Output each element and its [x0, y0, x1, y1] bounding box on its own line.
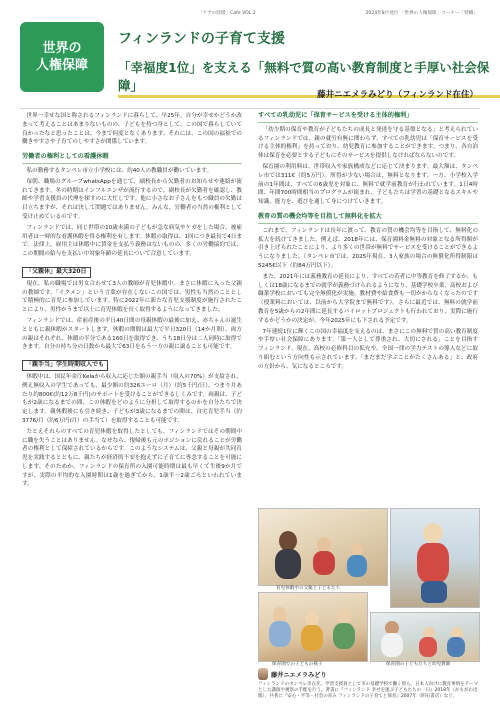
photo-caption: 保育園の子どもたちと幼児教師 — [386, 662, 451, 667]
byline: 藤井ニエメラみどり（フィンランド在住） — [317, 90, 478, 100]
paragraph: 現在、私の職場では男女合わせて3人の教師が育児休暇中。まさに休暇に入った父親の教師です。「イクメン」という言葉が存在しないこの国では、男性も当然のこととして積極的に育児に参加しています。特に2022年に新たな育児支援制度が施行されたことにより、男性がうまで以上に育児休暇を長く取得するようになってきました。 — [22, 280, 242, 314]
paragraph: たとえそれらのすべての育児休暇を取得したとしても、フィンランドではその期間中に職を失うことはありません。なぜなら、復帰後も元のポジションに戻れることが労働者の権利として保障されているからです。このようなシステムは、父親と母親が共同育児を実践するとともに、親たちが経済的不安を抱えずに子育てに専念することを可能にします。そのためか、フィンランドの保育所の入園可能時期は最も早くて生後9か月ですが、実際の平均的な入園時期は1歳を過ぎてから、1歳半〜2歳ごろといわれています。 — [22, 428, 242, 488]
boxed-heading: 「父親休」最大320日 — [22, 267, 91, 278]
photo-daycare-children — [258, 592, 368, 662]
left-column — [22, 112, 242, 491]
paragraph: 私の勤務するタンペレ市立小学校には、約40人の教職員が働いています。 — [26, 167, 213, 174]
author-bio: フィンランドのタンペレ市在住。学習支援員として市の基礎学校で働く傍ら、日本人向けに教育事情をテーマとした講演や視察の手配を行う。著書に『フィンランド 幸せを運ぶ子どもたちの一日』2018年（かもがわ出版）、共著に『安心・平等・社会の育み フィンランドの子育てと保育』2007年（明石書店）など。 — [258, 682, 479, 700]
paragraph: また、2021年には義務教育の延長により、すべての若者に中等教育を修了するか、もしくは18歳になるまでの就学が義務づけられるようになり、基礎学校卒業、高校および職業学校においても完全無償化が実施。教材費や給食費も一切かからなくなったのです（授業料においては、以前から大学院まで無料です）。さらに最近では、無料の就学前教育を5歳からの2年間に延長するパイロットプロジェクトも行われており、実際に施行するかどうかの決定が、今年2025年にも下される予定です。 — [258, 273, 478, 324]
paragraph: これまで、フィンランドは長年に渡って、教育の質の機会均等を目指して、無料化の拡大を続けてきました。例えば、2018年には、保育園料金無料の対象となる所得額が引き上げられたことにより、より多くの世帯が無料でサービスを受けることができるようになりました。（タンペレ市では、2025年現在、3人家族の場合の無償化所得制限は5245€以下（約84万円以下）。 — [258, 227, 478, 269]
photo-caption: 育児休暇中の父親と子どもたち — [276, 586, 341, 591]
intro-paragraph: 世界一幸せな国と称されるフィンランドに暮らして、早25年。自分が幸せかどうか改まって考えることはあまりないものの、子どもを持つ身として、この国で暮らしていて良かったなと思ったことは、今まで何度となくあります。それには、この国の福祉での働きやすさや子育てのしやすさが関係しています。 — [22, 113, 242, 146]
issue-line: 2024年8月発行 「世界の人権保障」コーナー「特輯」 — [365, 11, 478, 16]
magazine-line: 「ケアの陸燈」Cafe VOL.2 — [198, 11, 256, 16]
paragraph: フィンランドでは、産前産後の平日40日間の母親休暇の最後に加え、赤ちゃんの誕生とともに親休暇がスタートします。休暇の期間は最大で平日320日（14か月間）。両方の親はそれぞれ、休暇の半分である160日を取得でき、うち18日分は二人同時に取得できます。自分の持ち分の日数から最大で63日をもう一方の親に譲ることも可能です。 — [22, 317, 242, 351]
paragraph: 7年連続1位に輝くこの国の幸福度を支えるのは、まさにこの無料で質の高い教育制度や手厚い社会保障にあります。「第一人として尊重され、大切にされる」ことを目指すフィンランド。現在、高校の必修科目の拡充や、全国一律の学力テストの導入などに取り組むという方向性も示されています。「まだまだ学ぶことがたくさんある」と、政府の方針から、気になるところです。 — [258, 328, 478, 370]
headline-main: フィンランドの子育て支援 — [118, 31, 285, 47]
photo-caption: 保育園での子どもの様子 — [272, 662, 323, 667]
photo-area — [258, 508, 478, 667]
headline-sub: 「幸福度1位」を支える「無料で質の高い教育制度と手厚い社会保障」 — [118, 58, 500, 98]
right-column — [258, 112, 478, 374]
paragraph: 休暇中は、国民年金庁Kelaから収入に応じた額の親手当（収入の70%）が支給され、例え無収入の学生であっても、最少額の約326ユーロ（月）（約5千円/日）、つまり月あたり約800€(約12万8千円)のサポートを受けることができるしくみです。両親は、子どもが2歳になるまでの間、この休暇をどのように分担して取得するのかを自分たちで決定します。親休暇後にも引き続き、子どもが3歳になるまでの間は、自宅育児手当（約3776/月（約6万円/月）の手当て）を取得することも可能です。 — [22, 373, 242, 424]
section-heading: 労働者の権利としての看護休暇 — [22, 153, 242, 164]
header-strip — [20, 8, 480, 20]
photo-father-children — [258, 508, 388, 586]
section-heading: すべての乳幼児に「保育サービスを受ける主体的権利」 — [258, 112, 478, 123]
paragraph: 保育園の利用料は、世帯収入や家族構成などに応じて決まります。最大額は、タンペレ市では311€（約5万円）。所得が少ない場合は、無料となります。一方、小学校入学前の1年間は、すべての6歳児を対象に、無料で就学前教育が行われています。1日4時間、年間700時間相当のプログラムが組まれ、子どもたちは学習の基礎となるスキルや知識、能力を、遊びを通して身につけていきます。 — [258, 163, 478, 206]
header-divider — [20, 108, 480, 109]
paragraph: 「幼少期の保育や教育が子どもたちの成長と発達を守る基盤となる」と考えられているフィンランドでは、親の就労有無に関わらず、すべての乳幼児は「保育サービスを受ける主体的権利」を持っており、幼児教育に参加することができます。つまり、各自治体は保育を必要とする子どもにそのサービスを提供しなければならないのです。 — [258, 126, 478, 160]
series-line-1: 世界の — [42, 41, 82, 56]
paragraph: フィンランドでは、同じ世帯の10歳未満の子どもが急な病気やケガをした場合、被雇用者は一時的な看護休暇を得る権利を有します。休暇の取得は、1回につき最長で4日まで。法律上、雇用主は休暇中に賃金を支払う義務はないものの、多くの労働協約では、この期間の給与を支払い中対象年齢の延長について合意しています。 — [22, 224, 242, 258]
section-heading: 教育の質の機会均等を目指して無料化を拡大 — [258, 213, 478, 224]
paragraph: 毎朝、職場のグループwhatsAppを通じて、副校長から欠勤者のお知らせや連絡が流れてきます。冬の時期はインフルエンザが流行するので、副校長が欠勤者を確認し、教師や学習支援員の代理を探すのに大忙しです。他に小さなお子さんをもつ職員の欠勤は目立ちますが、それは決して問題ではありません。みんな、労働者の当然の権利として受け止めているのです。 — [22, 178, 242, 220]
boxed-heading: 「親手当」学生時期収入でも — [22, 360, 108, 371]
series-badge — [20, 22, 104, 92]
author-portrait — [258, 668, 268, 680]
series-line-2: 人権保障 — [35, 58, 88, 73]
author-name: 藤井ニエメラみどり — [271, 672, 327, 679]
photo-child-standing — [390, 508, 480, 608]
photo-teacher-children — [370, 612, 480, 662]
